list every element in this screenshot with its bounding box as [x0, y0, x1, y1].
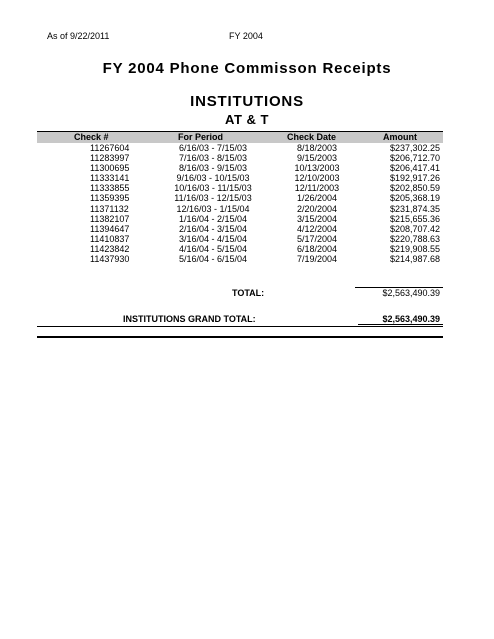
check-number: 11333141 — [90, 173, 130, 184]
total-amount: $2,563,490.39 — [382, 288, 440, 298]
report-date: As of 9/22/2011 — [47, 31, 110, 41]
period-cell: 8/16/03 - 9/15/03 — [178, 163, 248, 174]
amount-cell: $205,368.19 — [389, 193, 440, 204]
amount-cell: $206,712.70 — [389, 153, 440, 164]
check-number: 11371132 — [90, 203, 129, 214]
amount-cell: $206,417.41 — [389, 163, 440, 174]
amount-cell: $192,917.26 — [389, 173, 440, 184]
table-row — [37, 244, 443, 254]
period-cell: 6/16/03 - 7/15/03 — [178, 143, 248, 153]
check-date-cell: 12/11/2003 — [294, 183, 340, 194]
period-cell: 3/16/04 - 4/15/04 — [178, 233, 248, 244]
amount-cell: $202,850.59 — [389, 183, 440, 194]
check-date-cell: 8/18/2003 — [296, 143, 338, 153]
amount-cell: $219,908.55 — [389, 243, 440, 254]
period-cell: 5/16/04 - 6/15/04 — [178, 254, 248, 265]
table-row — [37, 183, 443, 193]
section-title: INSTITUTIONS — [190, 93, 304, 110]
period-cell: 1/16/04 - 2/15/04 — [178, 213, 248, 224]
table-row — [37, 153, 443, 163]
check-number: 11423842 — [90, 243, 130, 254]
table-row — [37, 234, 443, 244]
table-row — [37, 173, 443, 183]
total-label: TOTAL: — [232, 288, 265, 298]
check-number: 11333855 — [90, 183, 130, 194]
table-row — [37, 224, 443, 234]
table-header — [37, 131, 443, 143]
period-cell: 11/16/03 - 12/15/03 — [174, 193, 252, 204]
check-date-cell: 10/13/2003 — [294, 163, 340, 174]
table-row — [37, 143, 443, 153]
amount-cell: $208,707.42 — [389, 223, 440, 234]
table-row — [37, 163, 443, 173]
fiscal-year-header: FY 2004 — [229, 31, 263, 41]
table-row — [37, 204, 443, 214]
amount-cell: $237,302.25 — [389, 143, 440, 153]
amount-cell: $231,874.35 — [389, 203, 440, 214]
vendor-title: AT & T — [225, 112, 269, 127]
column-header-date: Check Date — [287, 132, 337, 142]
amount-cell: $215,655.36 — [389, 213, 440, 224]
check-number: 11300695 — [90, 163, 130, 174]
check-date-cell: 9/15/2003 — [296, 153, 338, 164]
grand-total-rule-top — [37, 326, 443, 327]
table-body — [37, 143, 443, 264]
report-title: FY 2004 Phone Commisson Receipts — [102, 60, 392, 77]
period-cell: 4/16/04 - 5/15/04 — [178, 243, 248, 254]
grand-total-rule-bottom — [37, 336, 443, 338]
amount-cell: $220,788.63 — [389, 233, 440, 244]
table-row — [37, 214, 443, 224]
table-row — [37, 254, 443, 264]
check-number: 11283997 — [90, 153, 130, 164]
column-header-amount: Amount — [383, 132, 417, 142]
total-row — [37, 288, 443, 299]
check-number: 11437930 — [90, 254, 130, 265]
amount-cell: $214,987.68 — [389, 254, 440, 265]
check-date-cell: 3/15/2004 — [296, 213, 338, 224]
period-cell: 10/16/03 - 11/15/03 — [174, 183, 252, 194]
grand-total-amount: $2,563,490.39 — [382, 314, 440, 324]
check-date-cell: 2/20/2004 — [296, 203, 338, 214]
check-date-cell: 7/19/2004 — [296, 254, 338, 265]
check-number: 11359395 — [90, 193, 130, 204]
period-cell: 12/16/03 - 1/15/04 — [176, 203, 250, 214]
table-row — [37, 193, 443, 203]
grand-total-underline — [358, 324, 443, 325]
check-number: 11410837 — [90, 233, 130, 244]
check-number: 11267604 — [90, 143, 130, 153]
check-date-cell: 6/18/2004 — [296, 243, 338, 254]
period-cell: 9/16/03 - 10/15/03 — [176, 173, 250, 184]
period-cell: 2/16/04 - 3/15/04 — [178, 223, 248, 234]
period-cell: 7/16/03 - 8/15/03 — [178, 153, 248, 164]
check-date-cell: 1/26/2004 — [296, 193, 338, 204]
check-date-cell: 5/17/2004 — [296, 233, 338, 244]
check-number: 11382107 — [90, 213, 130, 224]
grand-total-label: INSTITUTIONS GRAND TOTAL: — [123, 314, 256, 324]
check-date-cell: 4/12/2004 — [296, 223, 338, 234]
check-date-cell: 12/10/2003 — [294, 173, 340, 184]
column-header-period: For Period — [178, 132, 224, 142]
check-number: 11394647 — [90, 223, 130, 234]
column-header-check: Check # — [74, 132, 109, 142]
